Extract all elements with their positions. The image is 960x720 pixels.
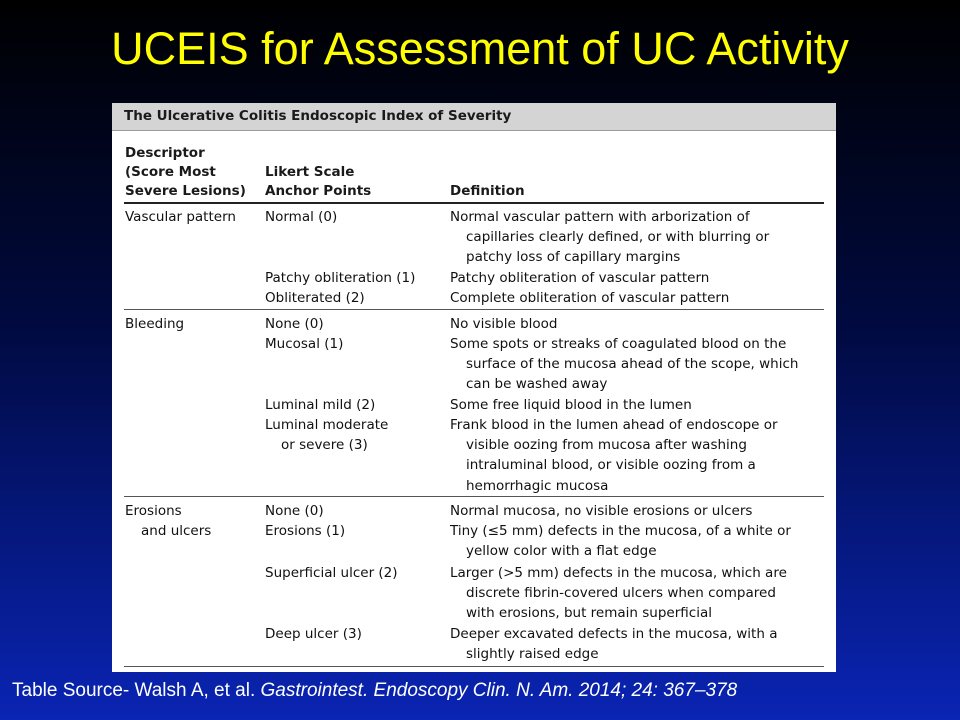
definition-line: Some spots or streaks of coagulated blood on the [450,336,787,352]
definition-line: hemorrhagic mucosa [466,478,609,494]
table-bottom-rule [124,666,824,667]
anchor-cell: None (0) [265,316,324,332]
descriptor-vascular-pattern: Vascular pattern [125,209,236,225]
definition-line: Tiny (≤5 mm) defects in the mucosa, of a white or [450,523,791,539]
definition-line: Normal vascular pattern with arborization of [450,209,750,225]
definition-line: Patchy obliteration of vascular pattern [450,270,710,286]
definition-line: Complete obliteration of vascular pattern [450,290,730,306]
anchor-cell: Obliterated (2) [265,290,365,306]
definition-line: intraluminal blood, or visible oozing from a [466,457,756,473]
header-descriptor-line1: Descriptor [125,145,205,161]
section-rule [124,496,824,497]
definition-line: discrete fibrin-covered ulcers when compared [466,585,776,601]
definition-line: patchy loss of capillary margins [466,249,681,265]
anchor-cell: Deep ulcer (3) [265,626,362,642]
definition-line: Frank blood in the lumen ahead of endoscope or [450,417,778,433]
definition-line: Deeper excavated defects in the mucosa, with a [450,626,778,642]
anchor-cell: Superficial ulcer (2) [265,565,398,581]
anchor-cell: Luminal mild (2) [265,397,376,413]
descriptor-erosions: Erosions [125,503,182,519]
table-title: The Ulcerative Colitis Endoscopic Index of Severity [124,108,512,124]
slide-title: UCEIS for Assessment of UC Activity [111,23,849,74]
definition-line: Larger (>5 mm) defects in the mucosa, which are [450,565,787,581]
definition-line: can be washed away [466,376,608,392]
definition-line: No visible blood [450,316,558,332]
section-rule [124,309,824,310]
descriptor-erosions-line2: and ulcers [141,523,212,539]
header-likert-line1: Likert Scale [265,164,355,180]
definition-line: surface of the mucosa ahead of the scope, which [466,356,799,372]
definition-line: with erosions, but remain superficial [466,605,712,621]
anchor-cell: Patchy obliteration (1) [265,270,416,286]
anchor-cell: Luminal moderate [265,417,389,433]
table-source-citation [12,679,952,703]
descriptor-bleeding: Bleeding [125,316,185,332]
definition-line: capillaries clearly defined, or with blurring or [466,229,770,245]
anchor-cell: Normal (0) [265,209,338,225]
definition-line: slightly raised edge [466,646,599,662]
definition-line: Some free liquid blood in the lumen [450,397,692,413]
anchor-cell: or severe (3) [281,437,368,453]
definition-line: Normal mucosa, no visible erosions or ulcers [450,503,753,519]
header-descriptor-line3: Severe Lesions) [125,183,246,199]
source-prefix: Table Source- Walsh A, et al. [12,680,261,701]
table-title-bar [112,103,836,131]
header-definition: Definition [450,183,525,199]
anchor-cell: Mucosal (1) [265,336,344,352]
header-rule [124,202,824,204]
anchor-cell: Erosions (1) [265,523,346,539]
anchor-cell: None (0) [265,503,324,519]
uceis-table [112,103,836,672]
header-descriptor-line2: (Score Most [125,164,216,180]
definition-line: visible oozing from mucosa after washing [466,437,747,453]
header-likert-line2: Anchor Points [265,183,372,199]
source-journal: Gastrointest. Endoscopy Clin. N. Am. 2014; 24: 367–378 [260,680,738,701]
definition-line: yellow color with a flat edge [466,543,657,559]
